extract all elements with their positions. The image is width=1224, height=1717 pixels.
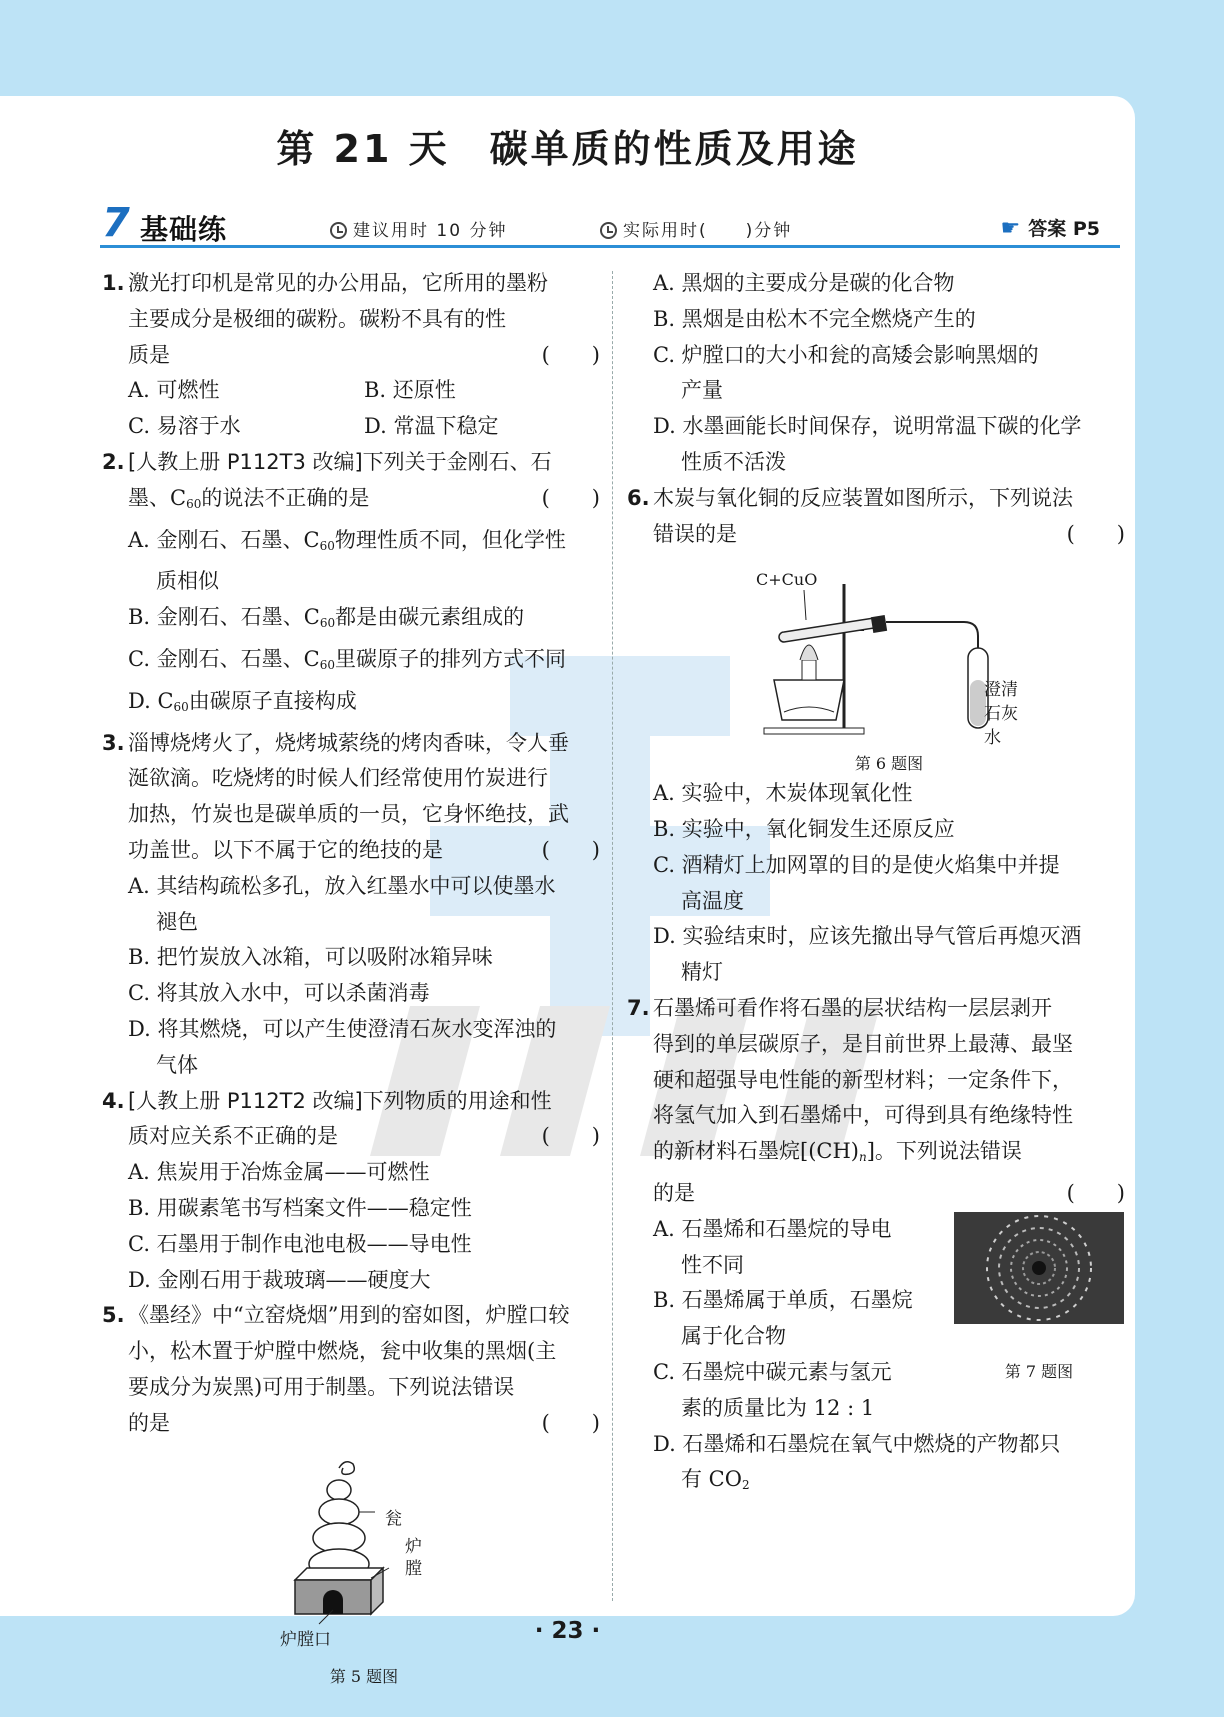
question-stem: 小，松木置于炉膛中燃烧，瓮中收集的黑烟(主 [128,1339,557,1364]
question-6 [625,481,1125,991]
option-d: D. $C_{60}$由碳原子直接构成 [128,688,357,714]
question-stem: 墨、C [128,485,187,510]
option-b: B. 用碳素笔书写档案文件——稳定性 [128,1195,472,1220]
question-number: 7. [627,995,650,1020]
question-number: 5. [102,1303,125,1328]
suggested-time [330,216,507,241]
question-number: 3. [102,730,125,755]
option-c: C. 石墨烷中碳元素与氢元 素的质量比为 12 : 1 [653,1359,892,1420]
actual-time [600,216,792,241]
section-header-bar [100,200,1120,248]
answer-parentheses: ( ) [1066,521,1125,546]
question-number: 4. [102,1088,125,1113]
answer-parentheses: ( ) [541,837,600,862]
subscript: 60 [186,496,202,511]
question-stem: 激光打印机是常见的办公用品，它所用的墨粉 [128,271,548,295]
options-row [128,409,600,445]
answer-reference [1001,214,1101,241]
page-number: · 23 · [534,1618,601,1644]
option-d: D. 常温下稳定 [364,414,499,439]
question-stem: 加热，竹炭也是碳单质的一员，它身怀绝技，武 [128,802,569,827]
source-tag: [人教上册 P112T2 改编] [128,1088,363,1113]
question-stem: 石墨烯可看作将石墨的层状结构一层层剥开 [653,995,1052,1020]
figure-label: 炉膛口 [280,1630,331,1651]
answer-parentheses: ( ) [1066,1180,1125,1205]
logo-number: 7 [102,200,130,246]
figure-label: 炉 膛 [405,1536,422,1579]
option-a: A. 金刚石、石墨、$C_{60}$物理性质不同，但化学性 质相似 [128,527,566,594]
option-d: D. 水墨画能长时间保存，说明常温下碳的化学 性质不活泼 [653,414,1082,474]
option-c: C. 将其放入水中，可以杀菌消毒 [128,981,430,1006]
logo-text: 基础练 [140,213,228,246]
option-a: A. 可燃性 [128,378,220,403]
option-a: A. 焦炭用于冶炼金属——可燃性 [128,1160,430,1185]
question-stem: 主要成分是极细的碳粉。碳粉不具有的性 [128,306,506,331]
option-d: D. 金刚石用于裁玻璃——硬度大 [128,1267,431,1292]
left-column [100,266,600,1689]
question-stem: 《墨经》中“立窑烧烟”用到的窑如图，炉膛口较 [128,1303,570,1328]
title-day: 第 21 天 [276,127,450,171]
kiln-diagram [279,1450,449,1630]
option-a: A. 黑烟的主要成分是碳的化合物 [653,271,955,295]
question-7-options [653,1212,1125,1504]
question-stem: 的说法不正确的是 [201,485,370,510]
option-a: A. 石墨烯和石墨烷的导电 性不同 [653,1216,892,1277]
option-c: C. 易溶于水 [128,414,241,439]
option-d: D. 石墨烯和石墨烷在氧气中燃烧的产物都只 有 $CO_2$ [653,1431,1061,1493]
figure-6 [744,560,1034,776]
question-stem: 淄博烧烤火了，烧烤城萦绕的烤肉香味，令人垂 [128,730,569,755]
answer-parentheses: ( ) [541,342,600,367]
answer-ref-text: 答案 P5 [1028,218,1100,240]
answer-parentheses: ( ) [541,1124,600,1149]
question-number: 1. [102,271,125,295]
figure-caption: 第 7 题图 [1004,1361,1074,1381]
option-b: B. 实验中，氧化铜发生还原反应 [653,816,955,841]
question-stem: 质是 [128,342,170,367]
question-stem: 木炭与氧化铜的反应装置如图所示，下列说法 [653,485,1073,510]
question-stem: 质对应关系不正确的是 [128,1124,338,1149]
question-stem: 涎欲滴。吃烧烤的时候人们经常使用竹炭进行 [128,766,548,791]
question-number: 2. [102,449,125,474]
option-d: D. 实验结束时，应该先撤出导气管后再熄灭酒 精灯 [653,924,1082,985]
question-stem: 的是 [128,1410,170,1435]
clock-icon [330,222,347,239]
option-b: B. 把竹炭放入冰箱，可以吸附冰箱异味 [128,945,493,970]
answer-parentheses: ( ) [541,485,600,510]
figure-caption: 第 5 题图 [329,1667,399,1687]
option-b: B. 金刚石、石墨、$C_{60}$都是由碳元素组成的 [128,605,525,631]
question-2 [100,445,600,726]
question-4 [100,1084,600,1299]
option-d: D. 将其燃烧，可以产生使澄清石灰水变浑浊的 气体 [128,1016,557,1077]
option-c: C. 炉膛口的大小和瓮的高矮会影响黑烟的 产量 [653,342,1039,403]
suggested-time-text: 建议用时 10 分钟 [353,221,508,241]
option-c: C. 石墨用于制作电池电极——导电性 [128,1231,472,1256]
figure-caption: 第 6 题图 [854,754,924,774]
title-topic: 碳单质的性质及用途 [489,127,859,171]
question-1 [100,266,600,445]
actual-time-text: 实际用时( )分钟 [623,221,793,241]
pointing-hand-icon: ☛ [1000,216,1021,241]
question-stem: 将氢气加入到石墨烯中，可得到具有绝缘特性 [653,1103,1073,1128]
question-stem: 错误的是 [653,521,737,546]
question-stem: 要成分为炭黑)可用于制墨。下列说法错误 [128,1374,515,1399]
option-c: C. 酒精灯上加网罩的目的是使火焰集中并提 高温度 [653,852,1060,913]
question-7 [625,991,1125,1504]
question-stem: 功盖世。以下不属于它的绝技的是 [128,837,443,862]
figure-label: 澄清 石灰水 [984,680,1018,749]
figure-5 [264,1450,464,1690]
option-a: A. 其结构疏松多孔，放入红墨水中可以使墨水 褪色 [128,873,556,934]
question-3 [100,726,600,1084]
section-logo [100,200,250,246]
column-divider [612,271,613,1601]
question-5-options [625,266,1125,481]
option-b: B. 黑烟是由松木不完全燃烧产生的 [653,306,976,331]
question-stem: 的新材料石墨烷$[(CH)_n]$。下列说法错误 [653,1139,1022,1165]
question-stem: 的是 [653,1180,695,1205]
question-stem: 下列关于金刚石、石 [362,449,552,474]
figure-label: C+CuO [756,570,818,590]
graphene-tube-image [954,1212,1124,1324]
right-column [625,266,1125,1504]
options-row [128,373,600,409]
option-b: B. 石墨烯属于单质，石墨烷 属于化合物 [653,1288,913,1349]
option-a: A. 实验中，木炭体现氧化性 [653,781,913,806]
option-c: C. 金刚石、石墨、$C_{60}$里碳原子的排列方式不同 [128,646,567,672]
answer-parentheses: ( ) [541,1410,600,1435]
question-stem: 得到的单层碳原子，是目前世界上最薄、最坚 [653,1031,1073,1056]
page-title [0,118,1135,173]
figure-label: 瓮 [385,1508,402,1529]
source-tag: [人教上册 P112T3 改编] [128,449,363,474]
option-b: B. 还原性 [364,378,456,403]
figure-7 [953,1212,1125,1384]
clock-icon [600,222,617,239]
question-stem: 硬和超强导电性能的新型材料；一定条件下， [653,1067,1073,1092]
question-number: 6. [627,485,650,510]
question-stem: 下列物质的用途和性 [362,1088,552,1113]
